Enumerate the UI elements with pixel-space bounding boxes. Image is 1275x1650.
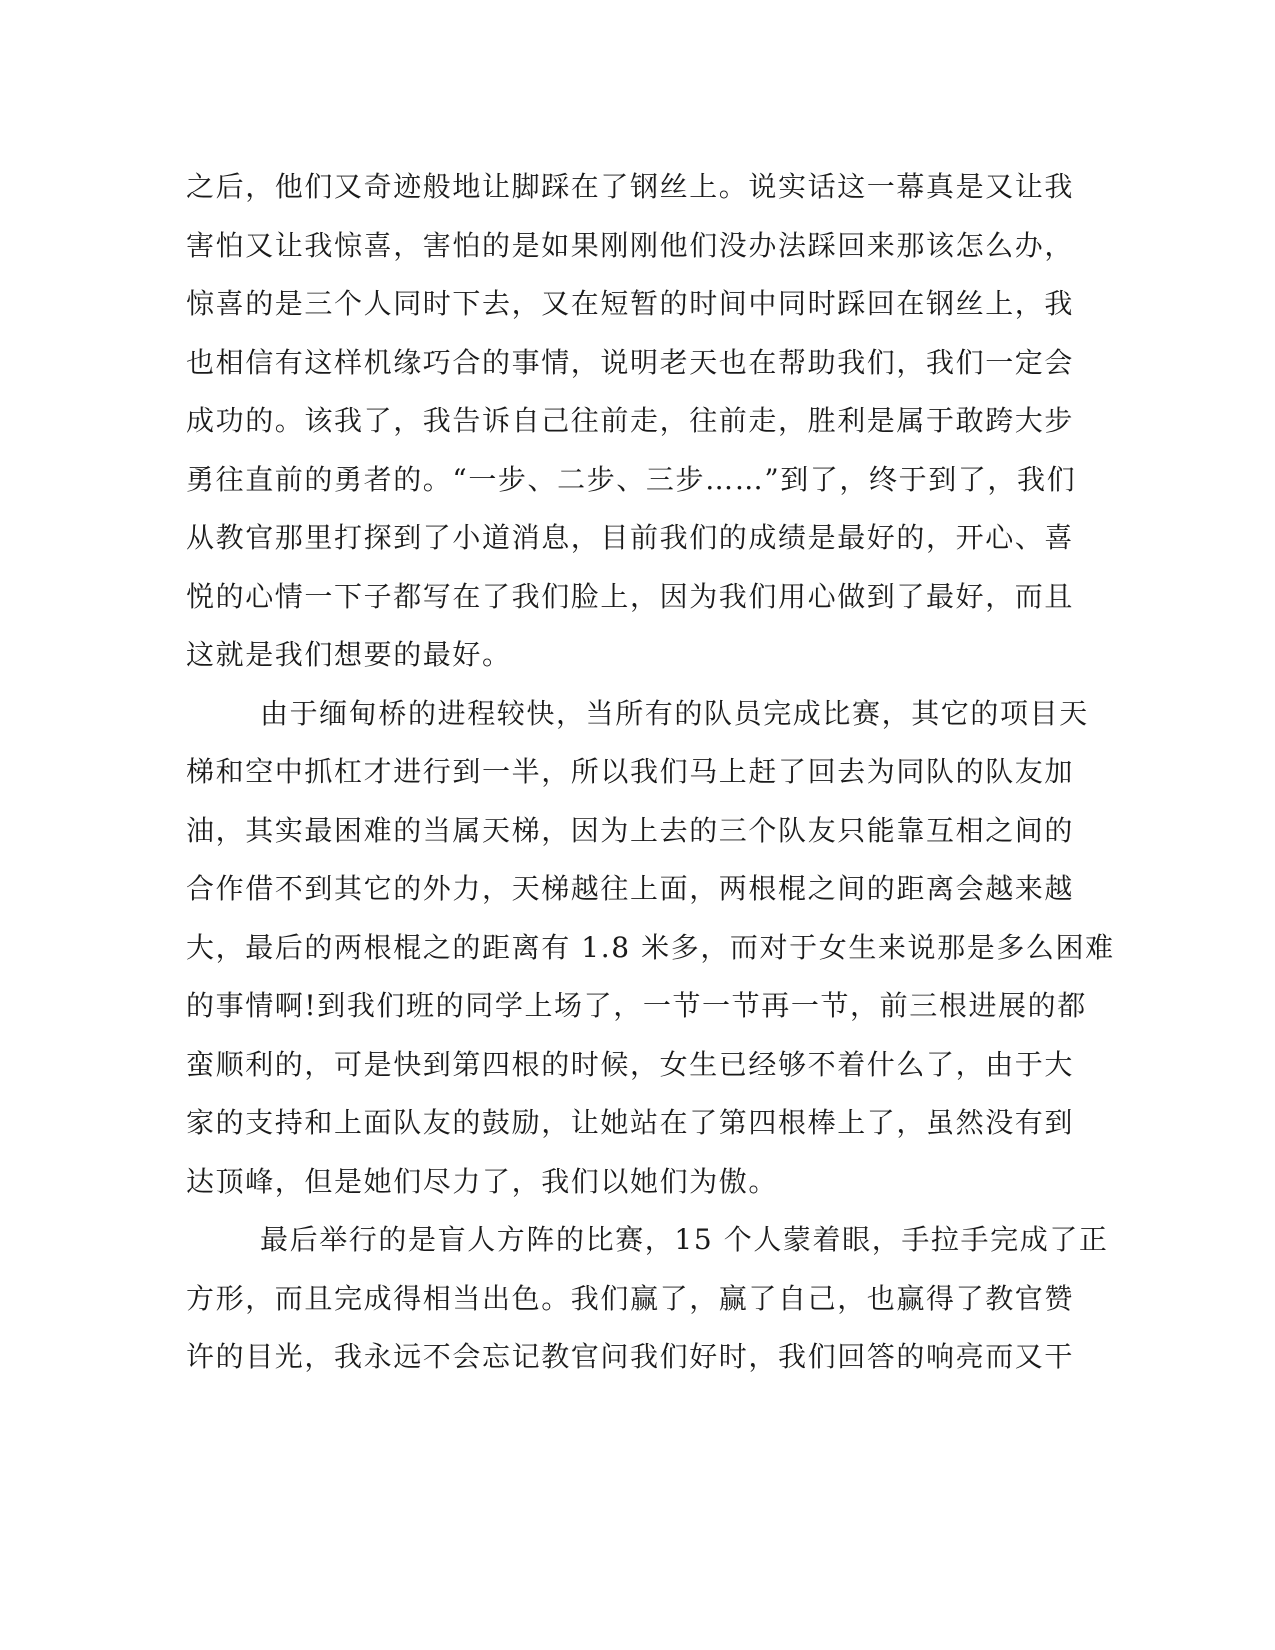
text-line: 梯和空中抓杠才进行到一半，所以我们马上赶了回去为同队的队友加 — [186, 755, 1075, 788]
text-line: 勇往直前的勇者的。“一步、二步、三步……”到了，终于到了，我们 — [186, 462, 1077, 496]
text-line: 蛮顺利的，可是快到第四根的时候，女生已经够不着什么了，由于大 — [186, 1047, 1075, 1081]
text-line: 油，其实最困难的当属天梯，因为上去的三个队友只能靠互相之间的 — [186, 813, 1075, 847]
paragraph-start-line: 最后举行的是盲人方阵的比赛，15 个人蒙着眼，手拉手完成了正 — [260, 1223, 1109, 1256]
body-text — [186, 158, 1115, 1387]
text-line: 成功的。该我了，我告诉自己往前走，往前走，胜利是属于敢跨大步 — [186, 404, 1075, 437]
text-line: 许的目光，我永远不会忘记教官问我们好时，我们回答的响亮而又干 — [186, 1340, 1075, 1373]
text-line: 也相信有这样机缘巧合的事情，说明老天也在帮助我们，我们一定会 — [186, 345, 1075, 379]
text-line: 害怕又让我惊喜，害怕的是如果刚刚他们没办法踩回来那该怎么办， — [186, 228, 1075, 262]
paragraph-start-line: 由于缅甸桥的进程较快，当所有的队员完成比赛，其它的项目天 — [260, 696, 1089, 730]
text-line: 大，最后的两根棍之的距离有 1.8 米多，而对于女生来说那是多么困难 — [186, 930, 1115, 964]
text-line: 这就是我们想要的最好。 — [186, 638, 512, 671]
text-line: 惊喜的是三个人同时下去，又在短暂的时间中同时踩回在钢丝上，我 — [186, 287, 1075, 320]
text-line: 方形，而且完成得相当出色。我们赢了，赢了自己，也赢得了教官赞 — [186, 1281, 1075, 1315]
text-line: 之后，他们又奇迹般地让脚踩在了钢丝上。说实话这一幕真是又让我 — [186, 170, 1075, 203]
text-line: 悦的心情一下子都写在了我们脸上，因为我们用心做到了最好，而且 — [186, 579, 1075, 613]
text-line: 合作借不到其它的外力，天梯越往上面，两根棍之间的距离会越来越 — [186, 872, 1075, 905]
text-line: 从教官那里打探到了小道消息，目前我们的成绩是最好的，开心、喜 — [186, 521, 1075, 554]
text-line: 达顶峰，但是她们尽力了，我们以她们为傲。 — [186, 1164, 779, 1198]
text-line: 家的支持和上面队友的鼓励，让她站在了第四根棒上了，虽然没有到 — [186, 1106, 1075, 1139]
text-line: 的事情啊!到我们班的同学上场了，一节一节再一节，前三根进展的都 — [186, 989, 1087, 1022]
